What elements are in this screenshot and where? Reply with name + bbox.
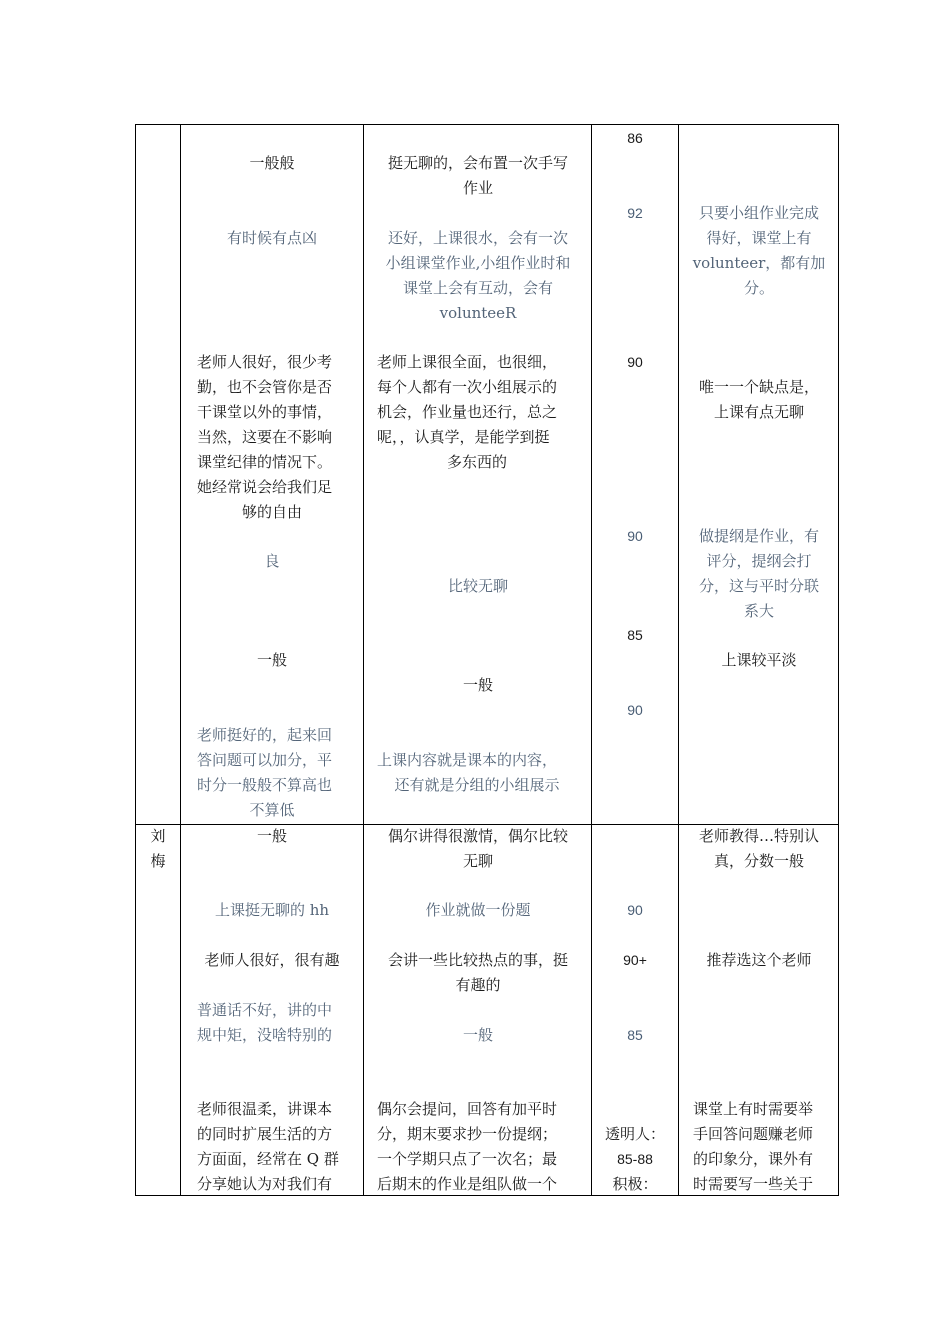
text-line: 时需要写一些关于 <box>693 1175 814 1193</box>
text-line: 普通话不好，讲的中 <box>197 1001 333 1019</box>
text-line: 老师上课很全面，也很细， <box>377 353 558 371</box>
text-line: 的同时扩展生活的方 <box>197 1125 333 1143</box>
text-line: 系大 <box>743 602 774 620</box>
text-line: 有趣的 <box>455 976 501 994</box>
text-line: 无聊 <box>462 852 493 870</box>
text-line: volunteeR <box>439 304 517 322</box>
attitude-cell: 老师人很好，很有趣 <box>204 951 340 969</box>
text-line: 呢，，认真学，是能学到挺 <box>377 428 550 446</box>
text-line: 分享她认为对我们有 <box>197 1175 333 1193</box>
text-line: 得好，课堂上有 <box>706 229 812 247</box>
text-line: 规中矩，没啥特别的 <box>197 1026 333 1044</box>
text-line: 上课内容就是课本的内容， <box>377 751 558 769</box>
text-line: 每个人都有一次小组展示的 <box>377 378 558 396</box>
text-line: 小组课堂作业,小组作业时和 <box>385 254 571 272</box>
content-cell: 一般 <box>462 676 493 694</box>
text-line: 够的自由 <box>241 503 302 521</box>
comment-cell <box>693 1097 838 1197</box>
score-cell: 90 <box>627 902 643 918</box>
score-cell: 90 <box>627 702 643 718</box>
text-line: 分，期末要求抄一份提纲； <box>377 1125 558 1143</box>
text-line: 真，分数一般 <box>713 852 804 870</box>
text-line: 只要小组作业完成 <box>698 204 819 222</box>
text-line: 老师人很好，很少考 <box>197 353 333 371</box>
content-cell <box>370 824 586 874</box>
attitude-cell <box>197 350 357 525</box>
text-line: 手回答问题赚老师 <box>693 1125 814 1143</box>
content-cell <box>370 948 586 998</box>
text-line: volunteer，都有加 <box>692 254 826 272</box>
text-line: 时分一般般不算高也 <box>197 776 333 794</box>
text-line: 机会，作业量也还行，总之 <box>377 403 558 421</box>
text-line: 老师挺好的，起来回 <box>197 726 333 744</box>
comment-cell <box>684 524 834 624</box>
text-line: 积极： <box>612 1175 658 1193</box>
text-line: 答问题可以加分，平 <box>197 751 333 769</box>
text-line: 方面面，经常在 Q 群 <box>197 1150 339 1168</box>
text-line: 还有就是分组的小组展示 <box>394 776 560 794</box>
score-cell: 90+ <box>623 952 647 968</box>
teacher-name-cell <box>137 824 179 874</box>
content-cell: 一般 <box>462 1026 493 1044</box>
text-line: 的印象分，课外有 <box>693 1150 814 1168</box>
comment-cell: 推荐选这个老师 <box>706 951 812 969</box>
text-line: 刘 <box>150 827 166 845</box>
text-line: 上课有点无聊 <box>713 403 804 421</box>
content-cell <box>377 1097 587 1197</box>
text-line: 85-88 <box>617 1151 653 1167</box>
score-cell: 86 <box>627 130 643 146</box>
text-line: 课堂上有时需要举 <box>693 1100 814 1118</box>
text-line: 梅 <box>150 852 166 870</box>
text-line: 一个学期只点了一次名；最 <box>377 1150 558 1168</box>
attitude-cell: 上课挺无聊的 hh <box>214 901 330 919</box>
text-line: 分。 <box>743 279 774 297</box>
text-line: 老师很温柔，讲课本 <box>197 1100 333 1118</box>
comment-cell: 上课较平淡 <box>721 651 797 669</box>
score-cell: 90 <box>627 528 643 544</box>
attitude-cell <box>197 723 357 823</box>
score-cell: 90 <box>627 354 643 370</box>
text-line: 分，这与平时分联 <box>698 577 819 595</box>
text-line: 多东西的 <box>446 453 507 471</box>
text-line: 透明人： <box>604 1125 665 1143</box>
text-line: 偶尔会提问，回答有加平时 <box>377 1100 558 1118</box>
text-line: 当然，这要在不影响 <box>197 428 333 446</box>
text-line: 课堂纪律的情况下。 <box>197 453 333 471</box>
attitude-cell: 一般般 <box>249 154 295 172</box>
score-cell: 92 <box>627 205 643 221</box>
content-cell <box>377 748 587 798</box>
attitude-cell: 一般 <box>256 827 287 845</box>
text-line: 后期末的作业是组队做一个 <box>377 1175 558 1193</box>
text-line: 课堂上会有互动，会有 <box>402 279 553 297</box>
comment-cell <box>684 824 834 874</box>
content-cell <box>377 350 587 475</box>
text-line: 偶尔讲得很激情，偶尔比较 <box>387 827 568 845</box>
content-cell: 比较无聊 <box>447 577 508 595</box>
text-line: 干课堂以外的事情， <box>197 403 333 421</box>
text-line: 她经常说会给我们足 <box>197 478 333 496</box>
attitude-cell: 良 <box>264 552 280 570</box>
content-cell <box>370 151 586 201</box>
attitude-cell <box>197 998 357 1048</box>
text-line: 老师教得…特别认 <box>698 827 819 845</box>
attitude-cell: 有时候有点凶 <box>226 229 317 247</box>
content-cell: 作业就做一份题 <box>425 901 531 919</box>
text-line: 还好，上课很水，会有一次 <box>387 229 568 247</box>
text-line: 作业 <box>462 179 493 197</box>
text-line: 评分，提纲会打 <box>706 552 812 570</box>
comment-cell <box>684 375 834 425</box>
text-line: 做提纲是作业，有 <box>698 527 819 545</box>
score-cell: 85 <box>627 627 643 643</box>
content-cell <box>370 226 586 326</box>
attitude-cell: 一般 <box>256 651 287 669</box>
text-line: 唯一一个缺点是， <box>698 378 819 396</box>
score-cell: 85 <box>627 1027 643 1043</box>
text-line: 会讲一些比较热点的事，挺 <box>387 951 568 969</box>
score-cell <box>592 1122 678 1197</box>
text-line: 勤，也不会管你是否 <box>197 378 333 396</box>
text-line: 挺无聊的，会布置一次手写 <box>387 154 568 172</box>
comment-cell <box>684 201 834 301</box>
text-line: 不算低 <box>249 801 295 819</box>
attitude-cell <box>197 1097 357 1197</box>
